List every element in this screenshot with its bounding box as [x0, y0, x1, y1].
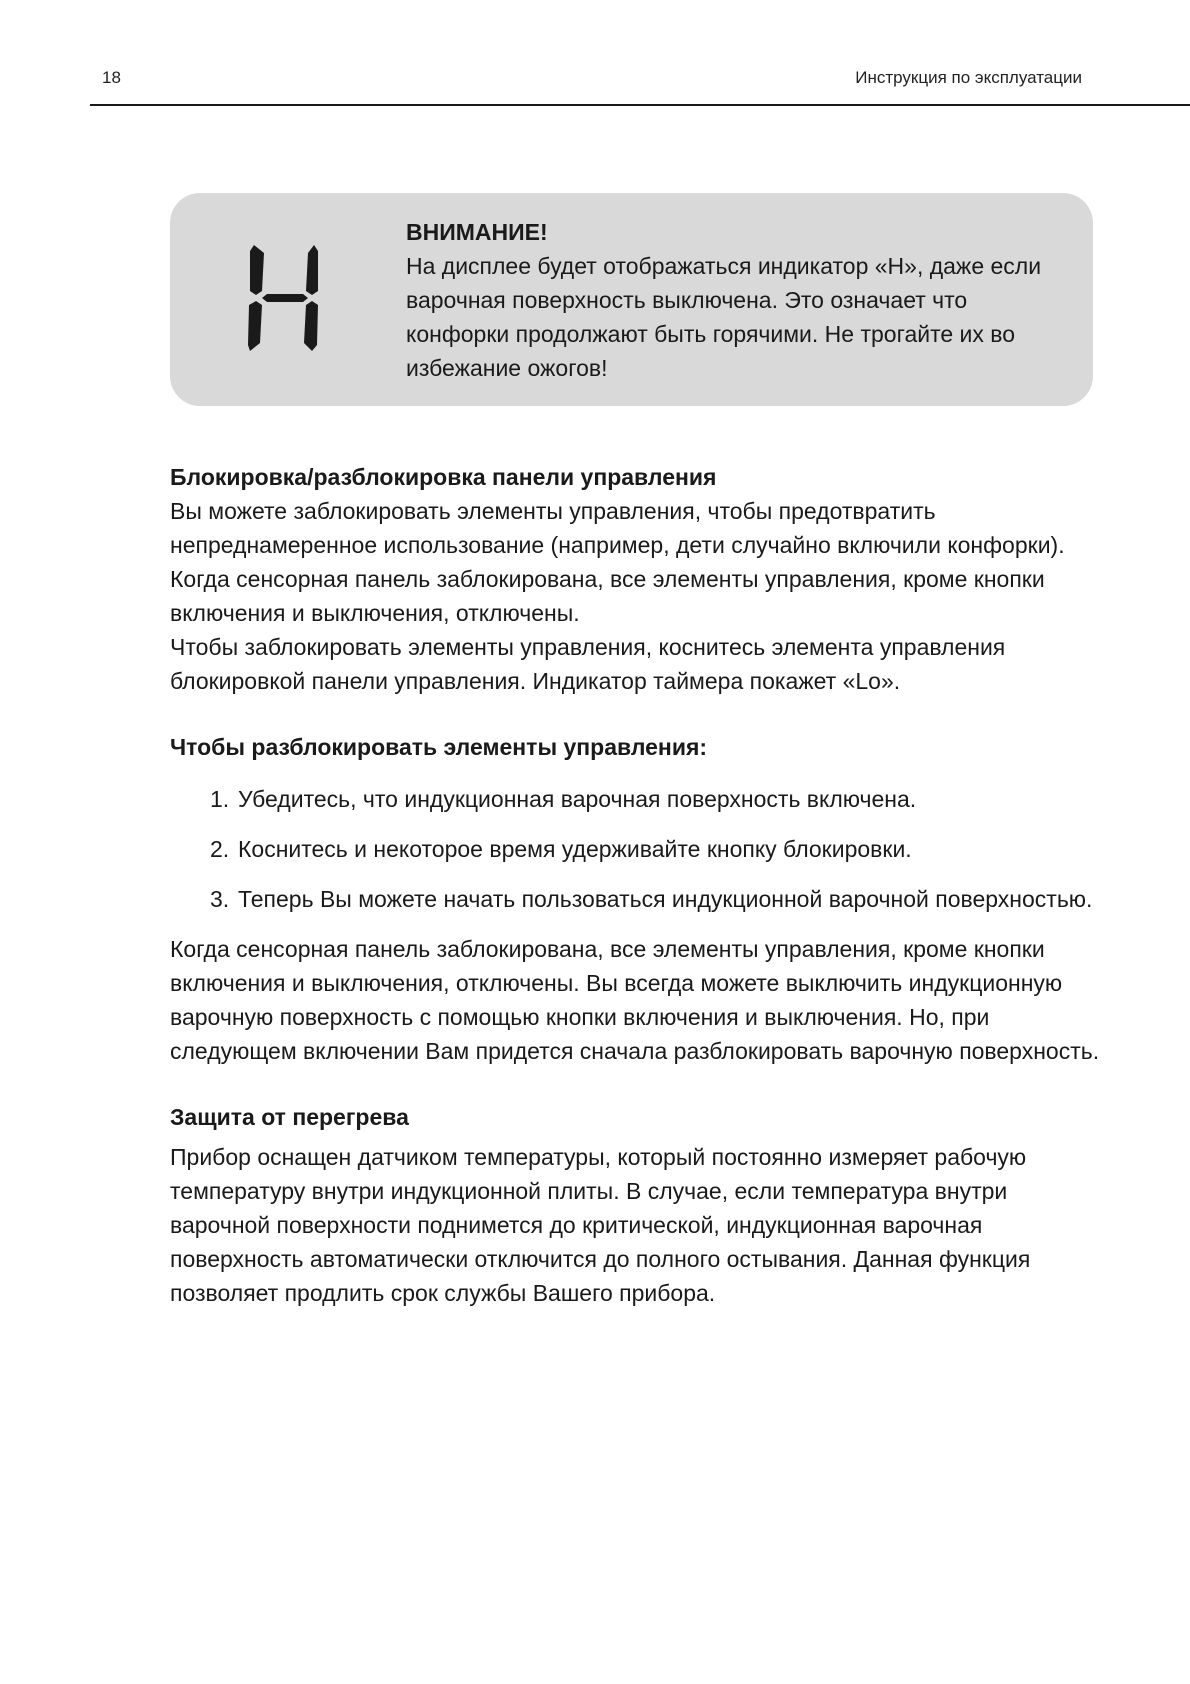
step-number: 2. — [210, 836, 230, 862]
warning-title: ВНИМАНИЕ! — [406, 219, 548, 245]
list-item — [170, 882, 1100, 916]
step-number: 1. — [210, 786, 230, 812]
warning-callout — [170, 193, 1093, 406]
overheat-paragraph: Прибор оснащен датчиком температуры, который постоянно измеряет рабочую температуру внутри индукционной плиты. В случае, если температура внутри варочной поверхности поднимется до критической, индукционная варочная поверхность автоматически отключится до полного остывания. Данная функция позволяет продлить срок службы Вашего прибора. — [170, 1144, 1031, 1306]
lock-section-heading: Блокировка/разблокировка панели управления — [170, 464, 717, 490]
document-title: Инструкция по эксплуатации — [855, 68, 1082, 87]
unlock-paragraph: Когда сенсорная панель заблокирована, все элементы управления, кроме кнопки включения и выключения, отключены. Вы всегда можете выключить индукционную варочную поверхность с помощью кнопки включения и выключения. Но, при следующем включении Вам придется сначала разблокировать варочную поверхность. — [170, 936, 1100, 1064]
unlock-steps-list — [170, 782, 1100, 916]
lock-paragraph-2: Чтобы заблокировать элементы управления, коснитесь элемента управления блокировкой панели управления. Индикатор таймера покажет «Lo». — [170, 634, 1006, 694]
step-text: Теперь Вы можете начать пользоваться индукционной варочной поверхностью. — [238, 886, 1093, 912]
header-divider — [90, 104, 1190, 106]
list-item — [170, 832, 1100, 866]
step-text: Убедитесь, что индукционная варочная поверхность включена. — [238, 786, 917, 812]
step-number: 3. — [210, 886, 230, 912]
overheat-section-heading: Защита от перегрева — [170, 1104, 409, 1130]
lock-paragraph-1: Вы можете заблокировать элементы управления, чтобы предотвратить непреднамеренное использование (например, дети случайно включили конфорки). Когда сенсорная панель заблокирована, все элементы управления, кроме кнопки включения и выключения, отключены. — [170, 498, 1065, 626]
list-item — [170, 782, 1100, 816]
step-text: Коснитесь и некоторое время удерживайте кнопку блокировки. — [238, 836, 912, 862]
page-header — [90, 64, 1190, 104]
unlock-section-heading: Чтобы разблокировать элементы управления: — [170, 734, 708, 760]
page-number: 18 — [102, 68, 121, 87]
main-content — [170, 460, 1100, 1310]
seven-segment-h-icon — [248, 245, 320, 351]
warning-body: На дисплее будет отображаться индикатор «H», даже если варочная поверхность выключена. Это означает что конфорки продолжают быть горячими. Не трогайте их во избежание ожогов! — [406, 253, 1042, 381]
warning-text — [406, 215, 1066, 385]
